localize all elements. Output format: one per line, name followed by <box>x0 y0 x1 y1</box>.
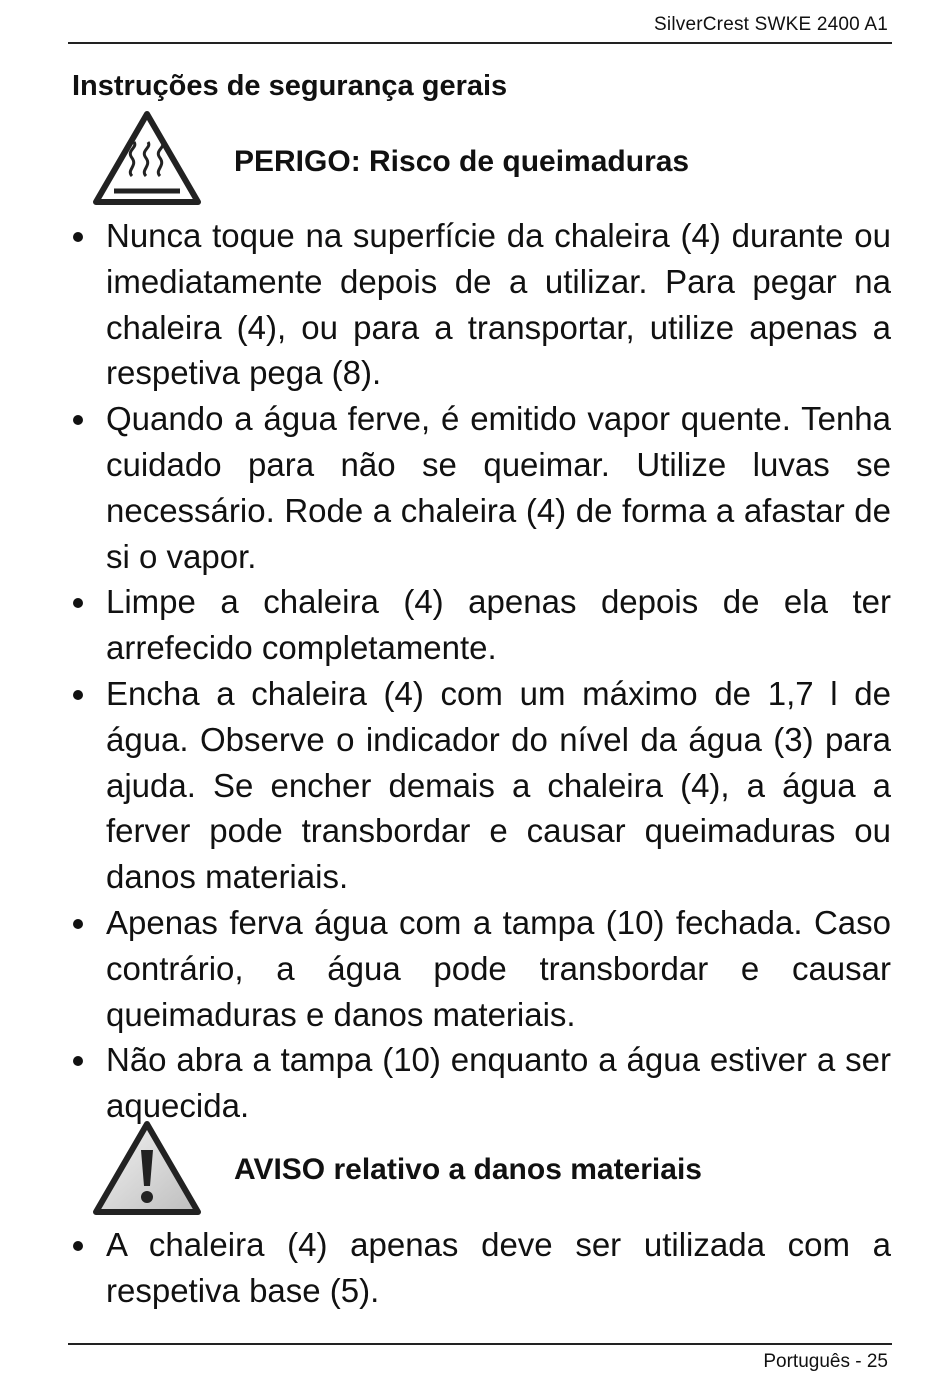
list-item: A chaleira (4) apenas deve ser utilizada com a respetiva base (5). <box>68 1222 891 1314</box>
page-footer <box>68 1343 892 1375</box>
list-item: Limpe a chaleira (4) apenas depois de ela ter arrefecido completamente. <box>68 579 891 671</box>
bullet-icon <box>73 598 83 608</box>
hot-surface-warning-icon <box>92 110 202 206</box>
bullet-icon <box>73 1241 83 1251</box>
danger-title: PERIGO: Risco de queimaduras <box>234 145 690 178</box>
list-item: Apenas ferva água com a tampa (10) fechada. Caso contrário, a água pode transbordar e causar queimaduras e danos materiais. <box>68 900 891 1037</box>
list-item: Quando a água ferve, é emitido vapor quente. Tenha cuidado para não se queimar. Utilize luvas se necessário. Rode a chaleira (4) de forma a afastar de si o vapor. <box>68 396 891 579</box>
bullet-icon <box>73 919 83 929</box>
danger-bullet-list <box>68 213 891 1129</box>
page-header <box>68 12 892 44</box>
bullet-icon <box>73 690 83 700</box>
bullet-icon <box>73 1056 83 1066</box>
footer-page-number: Português - 25 <box>763 1351 888 1372</box>
exclamation-warning-icon <box>92 1120 202 1216</box>
notice-bullet-list <box>68 1222 891 1314</box>
list-item: Não abra a tampa (10) enquanto a água estiver a ser aquecida. <box>68 1037 891 1129</box>
bullet-icon <box>73 232 83 242</box>
danger-warning-row <box>92 110 892 206</box>
bullet-icon <box>73 415 83 425</box>
notice-warning-row <box>92 1120 892 1216</box>
header-product-name: SilverCrest SWKE 2400 A1 <box>654 14 888 35</box>
list-item: Encha a chaleira (4) com um máximo de 1,7 l de água. Observe o indicador do nível da água (3) para ajuda. Se encher demais a chaleira (4), a água a ferver pode transbordar e causar queimaduras ou danos materiais. <box>68 671 891 900</box>
notice-title: AVISO relativo a danos materiais <box>234 1153 702 1186</box>
list-item: Nunca toque na superfície da chaleira (4) durante ou imediatamente depois de a utilizar. Para pegar na chaleira (4), ou para a transportar, utilize apenas a respetiva pega (8). <box>68 213 891 396</box>
section-title: Instruções de segurança gerais <box>72 70 508 102</box>
